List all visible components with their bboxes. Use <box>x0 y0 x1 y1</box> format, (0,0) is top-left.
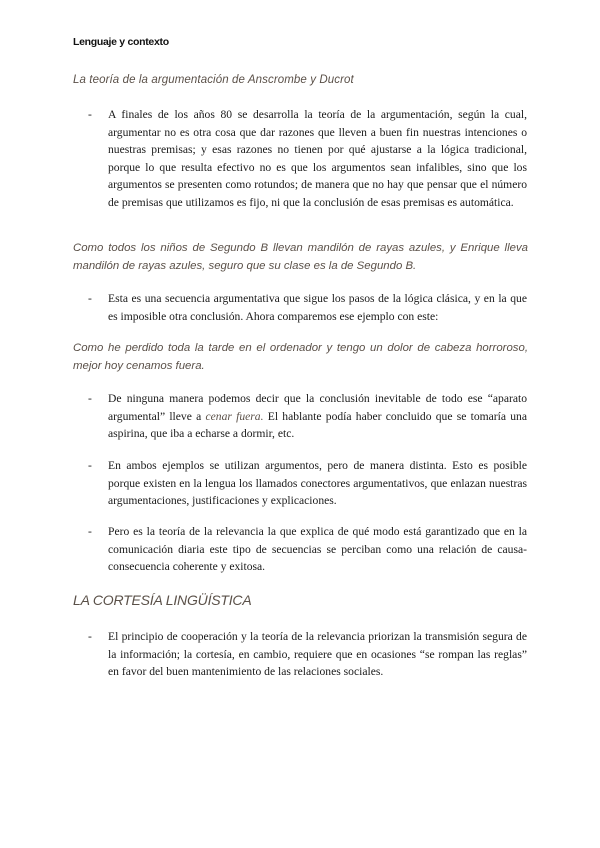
example-sentence: Como todos los niños de Segundo B llevan mandilón de rayas azules, y Enrique lleva mandilón de rayas azules, seguro que su clase es la de Segundo B. <box>73 242 528 272</box>
list-item <box>90 290 527 325</box>
section-heading-courtesy: LA CORTESÍA LINGÜÍSTICA <box>73 592 252 608</box>
paragraph-text: El principio de cooperación y la teoría de la relevancia priorizan la transmisión segura de la información; la cortesía, en cambio, requiere que en ocasiones “se rompan las reglas” en favor del buen mantenimiento de las relaciones sociales. <box>108 630 527 679</box>
list-item <box>90 628 527 681</box>
bullet-dash: - <box>88 525 92 538</box>
emphasized-text: cenar fuera. <box>205 409 264 423</box>
bullet-dash: - <box>88 108 92 121</box>
bullet-dash: - <box>88 392 92 405</box>
bullet-dash: - <box>88 630 92 643</box>
paragraph-text: En ambos ejemplos se utilizan argumentos, pero de manera distinta. Esto es posible porque existen en la lengua los llamados conectores argumentativos, que enlazan nuestras argumentaciones, justificaciones y explicaciones. <box>108 459 527 508</box>
paragraph-text: Esta es una secuencia argumentativa que sigue los pasos de la lógica clásica, y en la que es imposible otra conclusión. Ahora comparemos ese ejemplo con este: <box>108 292 527 323</box>
list-item <box>90 390 527 443</box>
list-item <box>90 457 527 510</box>
section-title-argumentation: La teoría de la argumentación de Anscrombe y Ducrot <box>73 74 354 86</box>
bullet-dash: - <box>88 292 92 305</box>
text-before: De ninguna manera podemos decir que la conclusión inevitable de todo ese “aparato argumental” lleve a <box>108 392 527 423</box>
page-header: Lenguaje y contexto <box>73 36 169 48</box>
paragraph-text: A finales de los años 80 se desarrolla la teoría de la argumentación, según la cual, argumentar no es otra cosa que dar razones que lleven a buen fin nuestras intenciones o nuestras premisas; y esas razones no tienen por qué ajustarse a la lógica tradicional, porque lo que resulta efectivo no es que los argumentos sean infalibles, sino que los argumentos se presenten como rotundos; de manera que no hay que pensar que el número de premisas que utilizamos es fijo, ni que la conclusión de esas premisas es automática. <box>108 108 527 209</box>
list-item <box>90 523 527 576</box>
paragraph-text: Pero es la teoría de la relevancia la que explica de qué modo está garantizado que en la comunicación diaria este tipo de secuencias se perciban como una relación de causa-consecuencia coherente y exitosa. <box>108 525 527 574</box>
bullet-dash: - <box>88 459 92 472</box>
list-item <box>90 106 527 212</box>
text-after: El hablante podía haber concluido que se tomaría una aspirina, que iba a echarse a dormir, etc. <box>108 409 527 441</box>
paragraph-text <box>108 390 527 443</box>
example-sentence: Como he perdido toda la tarde en el ordenador y tengo un dolor de cabeza horroroso, mejor hoy cenamos fuera. <box>73 342 528 372</box>
